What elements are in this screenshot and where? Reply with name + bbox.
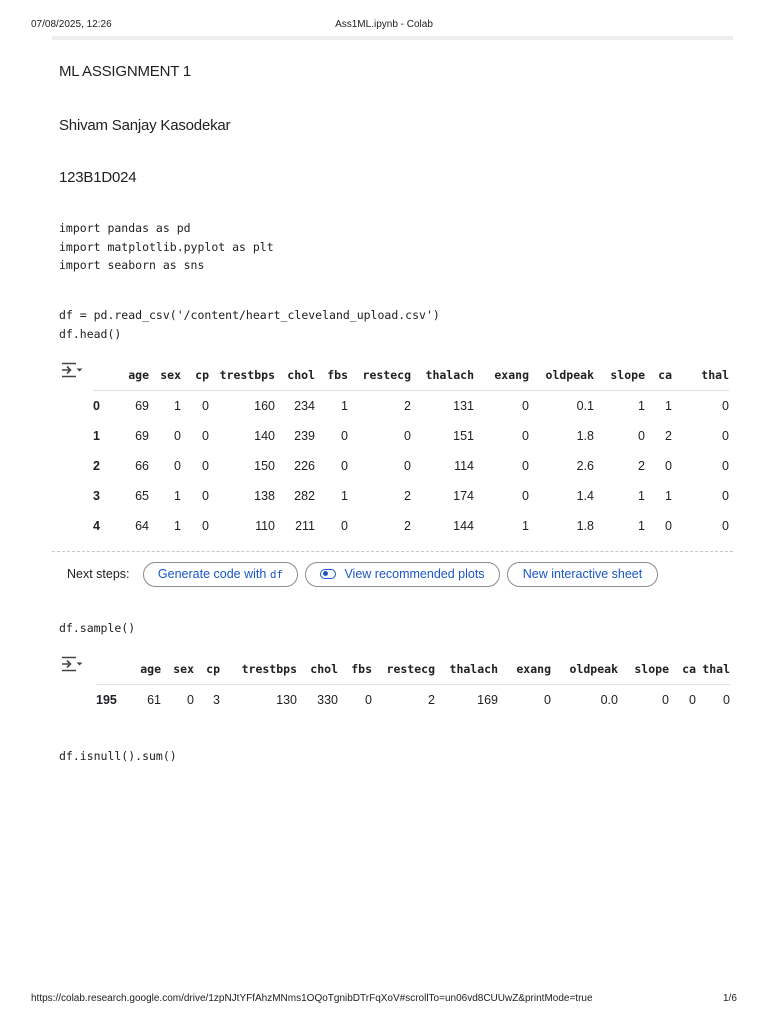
table-cell: 0 — [341, 519, 348, 533]
table-cell: 0 — [665, 519, 672, 533]
table-cell: 1 — [638, 489, 645, 503]
table-cell: 2 — [404, 399, 411, 413]
page-url: https://colab.research.google.com/drive/1zpNJtYFfAhzMNms1OQoTgnibDTrFqXoV#scrollTo=un06vd8CUUwZ&printMode=true — [31, 993, 593, 1004]
table-cell: 69 — [135, 429, 149, 443]
column-header-trestbps: trestbps — [220, 654, 297, 685]
code-cell-read-csv[interactable] — [59, 306, 440, 343]
code-cell-isnull[interactable] — [59, 747, 177, 766]
table-cell: 282 — [294, 489, 315, 503]
column-header-cp: cp — [181, 360, 209, 391]
notebook-title: ML ASSIGNMENT 1 — [59, 63, 192, 80]
code-cell-imports[interactable] — [59, 219, 274, 275]
table-cell: 1 — [665, 399, 672, 413]
table-cell: 0 — [722, 429, 729, 443]
table-cell: 1 — [665, 489, 672, 503]
table-cell: 0 — [522, 459, 529, 473]
table-cell: 0 — [404, 429, 411, 443]
column-header-thal: thal — [696, 654, 730, 685]
table-cell: 174 — [453, 489, 474, 503]
column-header-chol: chol — [275, 360, 315, 391]
table-cell: 234 — [294, 399, 315, 413]
table-cell: 0.0 — [600, 693, 618, 707]
table-cell: 0 — [722, 519, 729, 533]
column-header-age: age — [118, 360, 149, 391]
table-cell: 0 — [341, 429, 348, 443]
table-cell: 226 — [294, 459, 315, 473]
row-index: 4 — [93, 519, 100, 533]
print-title: Ass1ML.ipynb - Colab — [335, 19, 433, 30]
table-cell: 0 — [722, 489, 729, 503]
table-cell: 1 — [522, 519, 529, 533]
column-header-sex: sex — [149, 360, 181, 391]
column-header-age: age — [129, 654, 161, 685]
table-cell: 0 — [202, 519, 209, 533]
table-cell: 61 — [147, 693, 161, 707]
table-cell: 1 — [174, 519, 181, 533]
table-cell: 211 — [295, 519, 315, 533]
generate-code-label: Generate code with — [157, 567, 267, 581]
column-header-ca: ca — [645, 360, 672, 391]
table-cell: 150 — [254, 459, 275, 473]
table-cell: 2 — [665, 429, 672, 443]
table-cell: 1 — [638, 399, 645, 413]
code-line: import seaborn as sns — [59, 258, 205, 272]
index-header — [93, 360, 118, 391]
table-row — [93, 511, 729, 541]
column-header-oldpeak: oldpeak — [529, 360, 594, 391]
row-index: 2 — [93, 459, 100, 473]
table-cell: 160 — [254, 399, 275, 413]
print-datetime: 07/08/2025, 12:26 — [31, 19, 112, 30]
table-cell: 2.6 — [576, 459, 594, 473]
code-line: import matplotlib.pyplot as plt — [59, 239, 274, 254]
column-header-slope: slope — [594, 360, 645, 391]
table-cell: 64 — [135, 519, 149, 533]
table-cell: 0.1 — [576, 399, 594, 413]
print-header — [0, 19, 768, 33]
new-sheet-label: New interactive sheet — [522, 567, 643, 581]
table-cell: 0 — [723, 693, 730, 707]
dashed-divider — [52, 551, 733, 552]
index-header — [96, 654, 129, 685]
table-cell: 239 — [294, 429, 315, 443]
column-header-exang: exang — [498, 654, 551, 685]
table-cell: 0 — [522, 429, 529, 443]
column-header-thalach: thalach — [411, 360, 474, 391]
table-cell: 2 — [404, 519, 411, 533]
row-index: 3 — [93, 489, 100, 503]
table-cell: 0 — [365, 693, 372, 707]
table-cell: 131 — [453, 399, 474, 413]
table-cell: 0 — [689, 693, 696, 707]
code-line: df.sample() — [59, 621, 136, 635]
column-header-slope: slope — [618, 654, 669, 685]
author-name: Shivam Sanjay Kasodekar — [59, 117, 231, 134]
toggle-icon — [320, 569, 336, 579]
code-line: df.head() — [59, 326, 122, 341]
table-cell: 1 — [638, 519, 645, 533]
table-cell: 0 — [341, 459, 348, 473]
table-cell: 1.8 — [576, 519, 594, 533]
column-header-sex: sex — [161, 654, 194, 685]
table-cell: 169 — [477, 693, 498, 707]
table-cell: 1 — [341, 489, 348, 503]
table-cell: 140 — [254, 429, 275, 443]
page-number: 1/6 — [723, 993, 737, 1004]
code-line: df = pd.read_csv('/content/heart_cleveland_upload.csv') — [59, 308, 440, 322]
table-cell: 2 — [404, 489, 411, 503]
table-cell: 0 — [522, 489, 529, 503]
table-cell: 0 — [722, 399, 729, 413]
row-index: 1 — [93, 429, 100, 443]
table-row — [93, 451, 729, 481]
table-cell: 130 — [276, 693, 297, 707]
table-cell: 2 — [638, 459, 645, 473]
generate-code-button[interactable] — [143, 562, 298, 587]
column-header-thal: thal — [672, 360, 729, 391]
table-cell: 114 — [454, 459, 474, 473]
table-row — [93, 481, 729, 511]
column-header-chol: chol — [297, 654, 338, 685]
table-cell: 3 — [213, 693, 220, 707]
column-header-thalach: thalach — [435, 654, 498, 685]
next-steps-label: Next steps: — [67, 567, 130, 581]
table-row — [93, 421, 729, 451]
generate-code-var: df — [269, 568, 284, 581]
column-header-exang: exang — [474, 360, 529, 391]
table-row — [93, 391, 729, 422]
view-plots-label: View recommended plots — [344, 567, 485, 581]
table-cell: 144 — [453, 519, 474, 533]
table-cell: 1 — [174, 399, 181, 413]
column-header-restecg: restecg — [348, 360, 411, 391]
output-toggle-icon[interactable] — [61, 361, 83, 379]
table-cell: 0 — [202, 489, 209, 503]
table-cell: 0 — [522, 399, 529, 413]
table-header-row — [93, 360, 729, 391]
table-cell: 0 — [187, 693, 194, 707]
table-cell: 0 — [202, 459, 209, 473]
table-cell: 1.8 — [576, 429, 594, 443]
table-cell: 69 — [135, 399, 149, 413]
column-header-ca: ca — [669, 654, 696, 685]
code-line: import pandas as pd — [59, 221, 191, 235]
column-header-trestbps: trestbps — [209, 360, 275, 391]
table-cell: 1 — [174, 489, 181, 503]
table-cell: 1.4 — [576, 489, 594, 503]
code-cell-sample[interactable] — [59, 619, 135, 638]
table-cell: 330 — [317, 693, 338, 707]
table-cell: 0 — [662, 693, 669, 707]
new-interactive-sheet-button[interactable] — [507, 562, 658, 587]
column-header-cp: cp — [194, 654, 220, 685]
table-cell: 0 — [665, 459, 672, 473]
roll-number: 123B1D024 — [59, 169, 137, 186]
table-row — [96, 685, 730, 716]
column-header-fbs: fbs — [338, 654, 372, 685]
table-cell: 0 — [174, 459, 181, 473]
table-cell: 0 — [202, 399, 209, 413]
output-toggle-icon[interactable] — [61, 655, 83, 673]
table-cell: 0 — [202, 429, 209, 443]
view-recommended-plots-button[interactable] — [305, 562, 500, 587]
table-cell: 2 — [428, 693, 435, 707]
sample-output-table — [96, 654, 730, 715]
top-divider — [52, 36, 733, 40]
column-header-fbs: fbs — [315, 360, 348, 391]
row-index: 195 — [96, 693, 117, 707]
table-cell: 0 — [544, 693, 551, 707]
table-cell: 0 — [174, 429, 181, 443]
table-cell: 138 — [254, 489, 275, 503]
table-header-row — [96, 654, 730, 685]
table-cell: 65 — [135, 489, 149, 503]
table-cell: 110 — [255, 519, 275, 533]
table-cell: 1 — [341, 399, 348, 413]
row-index: 0 — [93, 399, 100, 413]
head-output-table — [93, 360, 729, 541]
column-header-restecg: restecg — [372, 654, 435, 685]
code-line: df.isnull().sum() — [59, 749, 177, 763]
table-cell: 0 — [638, 429, 645, 443]
table-cell: 66 — [135, 459, 149, 473]
table-cell: 151 — [453, 429, 474, 443]
table-cell: 0 — [722, 459, 729, 473]
table-cell: 0 — [404, 459, 411, 473]
column-header-oldpeak: oldpeak — [551, 654, 618, 685]
